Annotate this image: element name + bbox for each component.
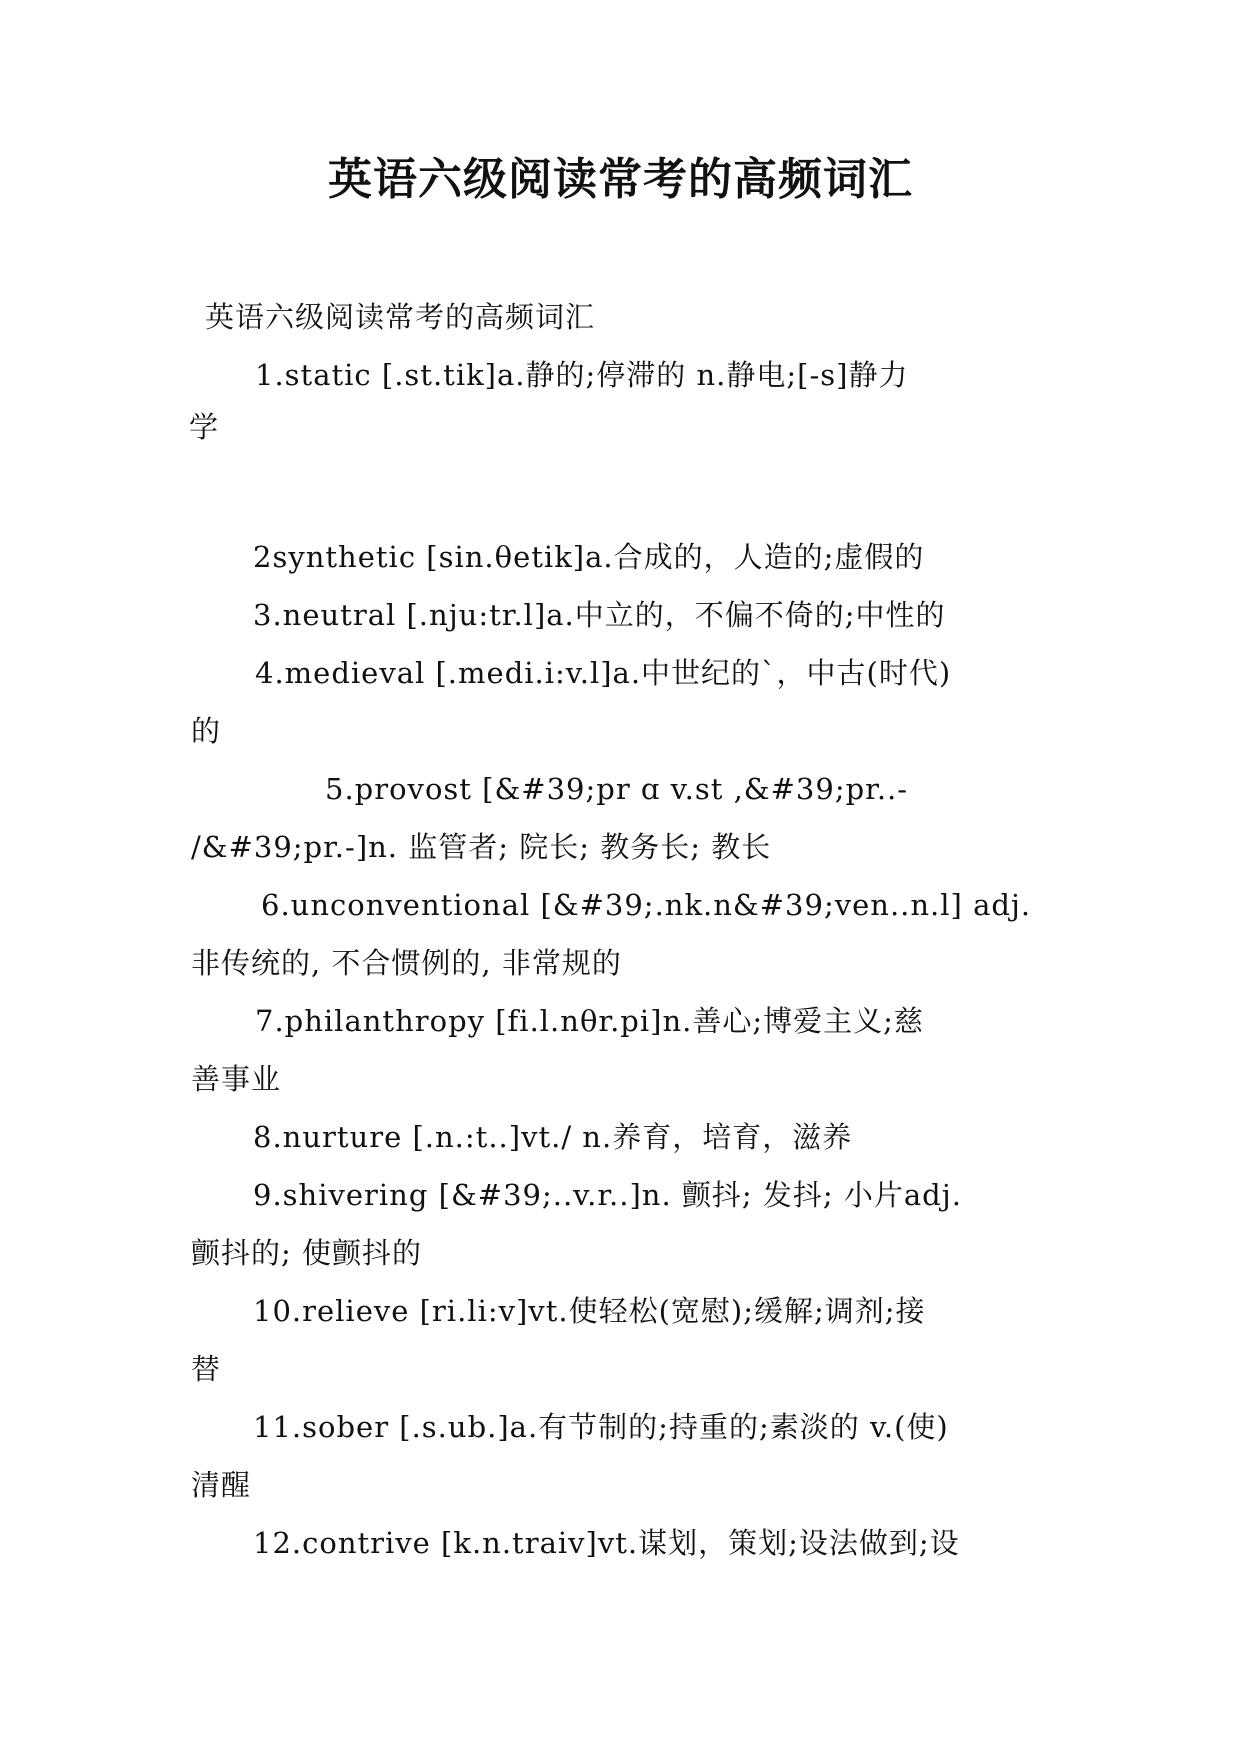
- entry-line-cont: 清醒: [191, 1468, 252, 1502]
- entry-line: 5.provost [&#39;pr ɑ v.st ,&#39;pr..-: [325, 772, 909, 806]
- entry-line: 12.contrive [k.n.traiv]vt.谋划，策划;设法做到;设: [253, 1526, 960, 1560]
- vocab-entry-8: [191, 1108, 1061, 1166]
- vocab-entry-10: [191, 1282, 1061, 1398]
- vocab-entry-11: [191, 1398, 1061, 1514]
- vocab-entry-5: [191, 760, 1061, 876]
- entry-line: 6.unconventional [&#39;.nk.n&#39;ven..n.l] adj.: [261, 888, 1032, 922]
- entry-line-cont: 的: [191, 714, 222, 748]
- entry-line: 9.shivering [&#39;..v.r..]n. 颤抖; 发抖; 小片adj.: [253, 1178, 962, 1212]
- vocab-entry-4: [191, 644, 1061, 760]
- vocab-entry-7: [191, 992, 1061, 1108]
- entry-line: 4.medieval [.medi.i:v.l]a.中世纪的`，中古(时代): [255, 656, 952, 690]
- vocab-entry-12: [191, 1514, 1061, 1572]
- document-title: 英语六级阅读常考的高频词汇: [328, 154, 913, 205]
- entry-line: 3.neutral [.nju:tr.l]a.中立的，不偏不倚的;中性的: [253, 598, 946, 632]
- document-subtitle: 英语六级阅读常考的高频词汇: [205, 300, 596, 334]
- vocab-entry-1-cont: [189, 398, 1061, 456]
- entry-line-cont: /&#39;pr.-]n. 监管者; 院长; 教务长; 教长: [191, 830, 772, 864]
- entry-line-cont: 非传统的, 不合惯例的, 非常规的: [191, 946, 622, 980]
- vocab-entry-2: [191, 528, 1061, 586]
- entry-line: 10.relieve [ri.li:v]vt.使轻松(宽慰);缓解;调剂;接: [253, 1294, 926, 1328]
- entry-line: 8.nurture [.n.:t..]vt./ n.养育，培育，滋养: [253, 1120, 853, 1154]
- vocab-entry-3: [191, 586, 1061, 644]
- blank-gap: [191, 456, 1061, 514]
- entry-line: 1.static [.st.tik]a.静的;停滞的 n.静电;[-s]静力: [255, 358, 909, 392]
- entry-line-cont: 学: [189, 410, 220, 444]
- vocab-entry-6: [191, 876, 1061, 992]
- vocab-entry-1: [191, 346, 1061, 404]
- entry-line-cont: 善事业: [191, 1062, 282, 1096]
- entry-line-cont: 颤抖的; 使颤抖的: [191, 1236, 422, 1270]
- entry-line-cont: 替: [191, 1352, 222, 1386]
- entry-line: 7.philanthropy [fi.l.nθr.pi]n.善心;博爱主义;慈: [255, 1004, 924, 1038]
- document-body: [191, 288, 1061, 1572]
- entry-line: 2synthetic [sin.θetik]a.合成的，人造的;虚假的: [253, 540, 925, 574]
- vocab-entry-9: [191, 1166, 1061, 1282]
- entry-line: 11.sober [.s.ub.]a.有节制的;持重的;素淡的 v.(使): [253, 1410, 949, 1444]
